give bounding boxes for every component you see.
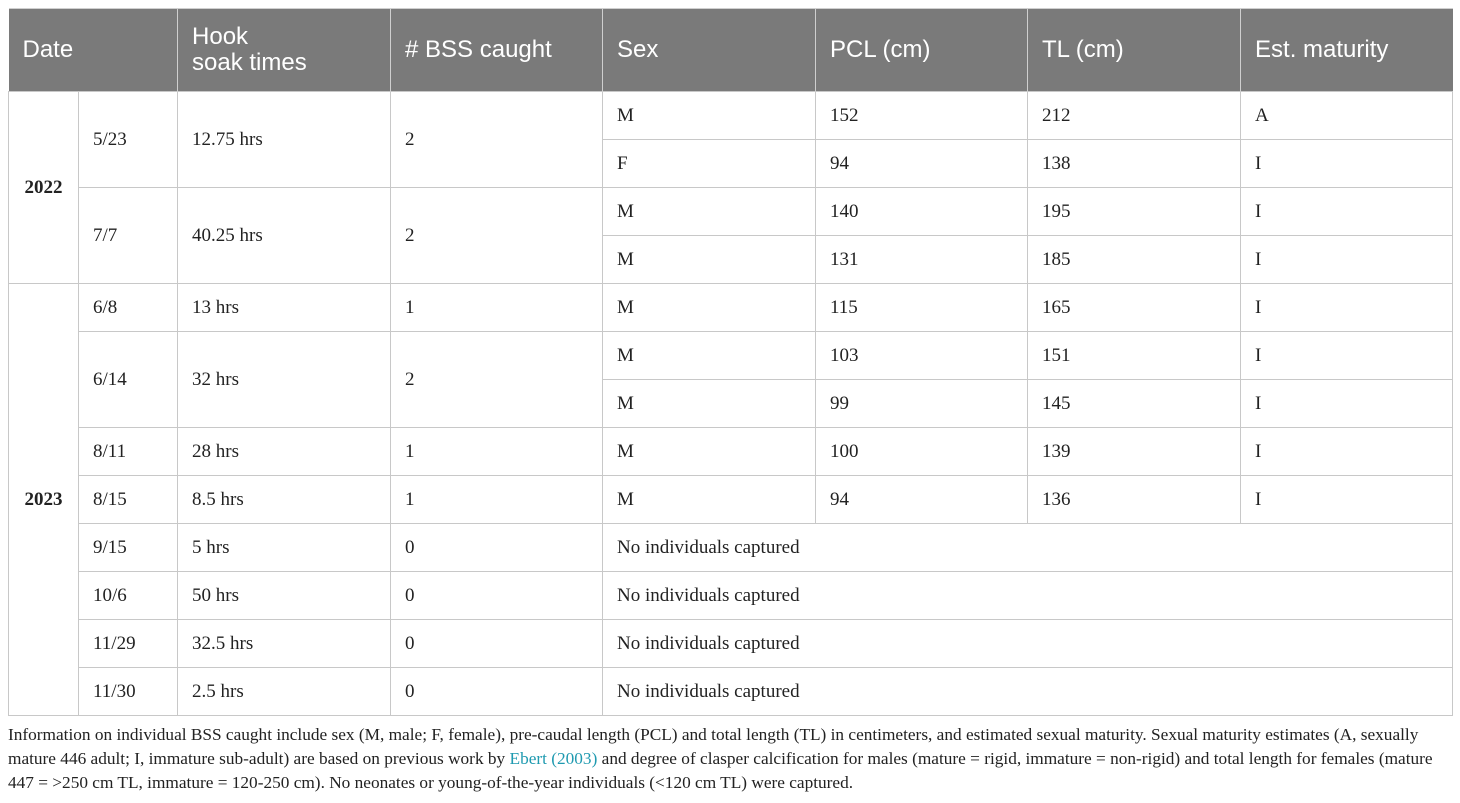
sex-cell: F (603, 140, 816, 188)
bss-cell: 2 (391, 92, 603, 188)
maturity-cell: A (1241, 92, 1453, 140)
date-cell: 11/30 (79, 668, 178, 716)
bss-cell: 2 (391, 332, 603, 428)
date-cell: 8/15 (79, 476, 178, 524)
pcl-cell: 131 (816, 236, 1028, 284)
maturity-cell: I (1241, 188, 1453, 236)
soak-cell: 13 hrs (178, 284, 391, 332)
soak-cell: 5 hrs (178, 524, 391, 572)
bss-cell: 0 (391, 620, 603, 668)
data-table-container (8, 8, 1452, 716)
caption-text-end: and degree of clasper calcification for males (mature = rigid, immature = non-rigid) and total length for females (mature 447 = >250 cm TL, immature = 120-250 cm). No neonates or young-of-the-year individuals (<120 cm TL) were captured. (8, 749, 1433, 792)
header-maturity: Est. maturity (1241, 9, 1453, 92)
soak-cell: 40.25 hrs (178, 188, 391, 284)
soak-cell: 8.5 hrs (178, 476, 391, 524)
maturity-cell: I (1241, 476, 1453, 524)
header-tl: TL (cm) (1028, 9, 1241, 92)
table-row (9, 284, 1453, 332)
maturity-cell: I (1241, 332, 1453, 380)
sex-cell: M (603, 380, 816, 428)
year-cell-2022: 2022 (9, 92, 79, 284)
caption-text-start: Information on individual BSS caught include sex (M, male; F, female), pre-caudal length (PCL) and total length (TL) in centimeters, and estimated sexual maturity. Sexual maturity estimates (A, sexually mature 446 adult; I, immature sub-adult) are based on previous work by (8, 725, 1419, 768)
bss-cell: 2 (391, 188, 603, 284)
maturity-cell: I (1241, 380, 1453, 428)
table-row (9, 620, 1453, 668)
date-cell: 8/11 (79, 428, 178, 476)
tl-cell: 151 (1028, 332, 1241, 380)
table-row (9, 572, 1453, 620)
maturity-cell: I (1241, 236, 1453, 284)
soak-cell: 32.5 hrs (178, 620, 391, 668)
date-cell: 10/6 (79, 572, 178, 620)
sex-cell: M (603, 284, 816, 332)
sex-cell: M (603, 428, 816, 476)
header-sex: Sex (603, 9, 816, 92)
date-cell: 11/29 (79, 620, 178, 668)
tl-cell: 138 (1028, 140, 1241, 188)
no-captures-cell: No individuals captured (603, 524, 1453, 572)
bss-cell: 1 (391, 284, 603, 332)
bss-cell: 0 (391, 668, 603, 716)
header-soak-line1: Hook (192, 23, 249, 50)
no-captures-cell: No individuals captured (603, 572, 1453, 620)
soak-cell: 50 hrs (178, 572, 391, 620)
bss-cell: 0 (391, 572, 603, 620)
pcl-cell: 115 (816, 284, 1028, 332)
bss-cell: 1 (391, 476, 603, 524)
date-cell: 7/7 (79, 188, 178, 284)
pcl-cell: 152 (816, 92, 1028, 140)
maturity-cell: I (1241, 428, 1453, 476)
table-row (9, 476, 1453, 524)
sex-cell: M (603, 236, 816, 284)
pcl-cell: 100 (816, 428, 1028, 476)
header-pcl: PCL (cm) (816, 9, 1028, 92)
table-row (9, 188, 1453, 236)
table-row (9, 668, 1453, 716)
sex-cell: M (603, 332, 816, 380)
soak-cell: 32 hrs (178, 332, 391, 428)
tl-cell: 136 (1028, 476, 1241, 524)
table-row (9, 524, 1453, 572)
sex-cell: M (603, 92, 816, 140)
bss-cell: 1 (391, 428, 603, 476)
pcl-cell: 103 (816, 332, 1028, 380)
tl-cell: 185 (1028, 236, 1241, 284)
pcl-cell: 140 (816, 188, 1028, 236)
date-cell: 5/23 (79, 92, 178, 188)
bss-cell: 0 (391, 524, 603, 572)
pcl-cell: 94 (816, 140, 1028, 188)
header-bss-caught: # BSS caught (391, 9, 603, 92)
maturity-cell: I (1241, 140, 1453, 188)
tl-cell: 165 (1028, 284, 1241, 332)
ebert-2003-reference-link[interactable]: Ebert (2003) (509, 749, 598, 768)
table-caption (8, 723, 1452, 795)
soak-cell: 12.75 hrs (178, 92, 391, 188)
header-date: Date (9, 9, 178, 92)
soak-cell: 28 hrs (178, 428, 391, 476)
header-row (9, 9, 1453, 92)
year-cell-2023: 2023 (9, 284, 79, 716)
tl-cell: 145 (1028, 380, 1241, 428)
tl-cell: 139 (1028, 428, 1241, 476)
date-cell: 9/15 (79, 524, 178, 572)
table-row (9, 428, 1453, 476)
sex-cell: M (603, 188, 816, 236)
tl-cell: 212 (1028, 92, 1241, 140)
pcl-cell: 99 (816, 380, 1028, 428)
maturity-cell: I (1241, 284, 1453, 332)
header-soak-line2: soak times (192, 49, 307, 76)
date-cell: 6/14 (79, 332, 178, 428)
sex-cell: M (603, 476, 816, 524)
no-captures-cell: No individuals captured (603, 668, 1453, 716)
pcl-cell: 94 (816, 476, 1028, 524)
soak-cell: 2.5 hrs (178, 668, 391, 716)
bss-catch-table (8, 8, 1453, 716)
no-captures-cell: No individuals captured (603, 620, 1453, 668)
date-cell: 6/8 (79, 284, 178, 332)
tl-cell: 195 (1028, 188, 1241, 236)
header-soak-times (178, 9, 391, 92)
table-row (9, 332, 1453, 380)
table-row (9, 92, 1453, 140)
